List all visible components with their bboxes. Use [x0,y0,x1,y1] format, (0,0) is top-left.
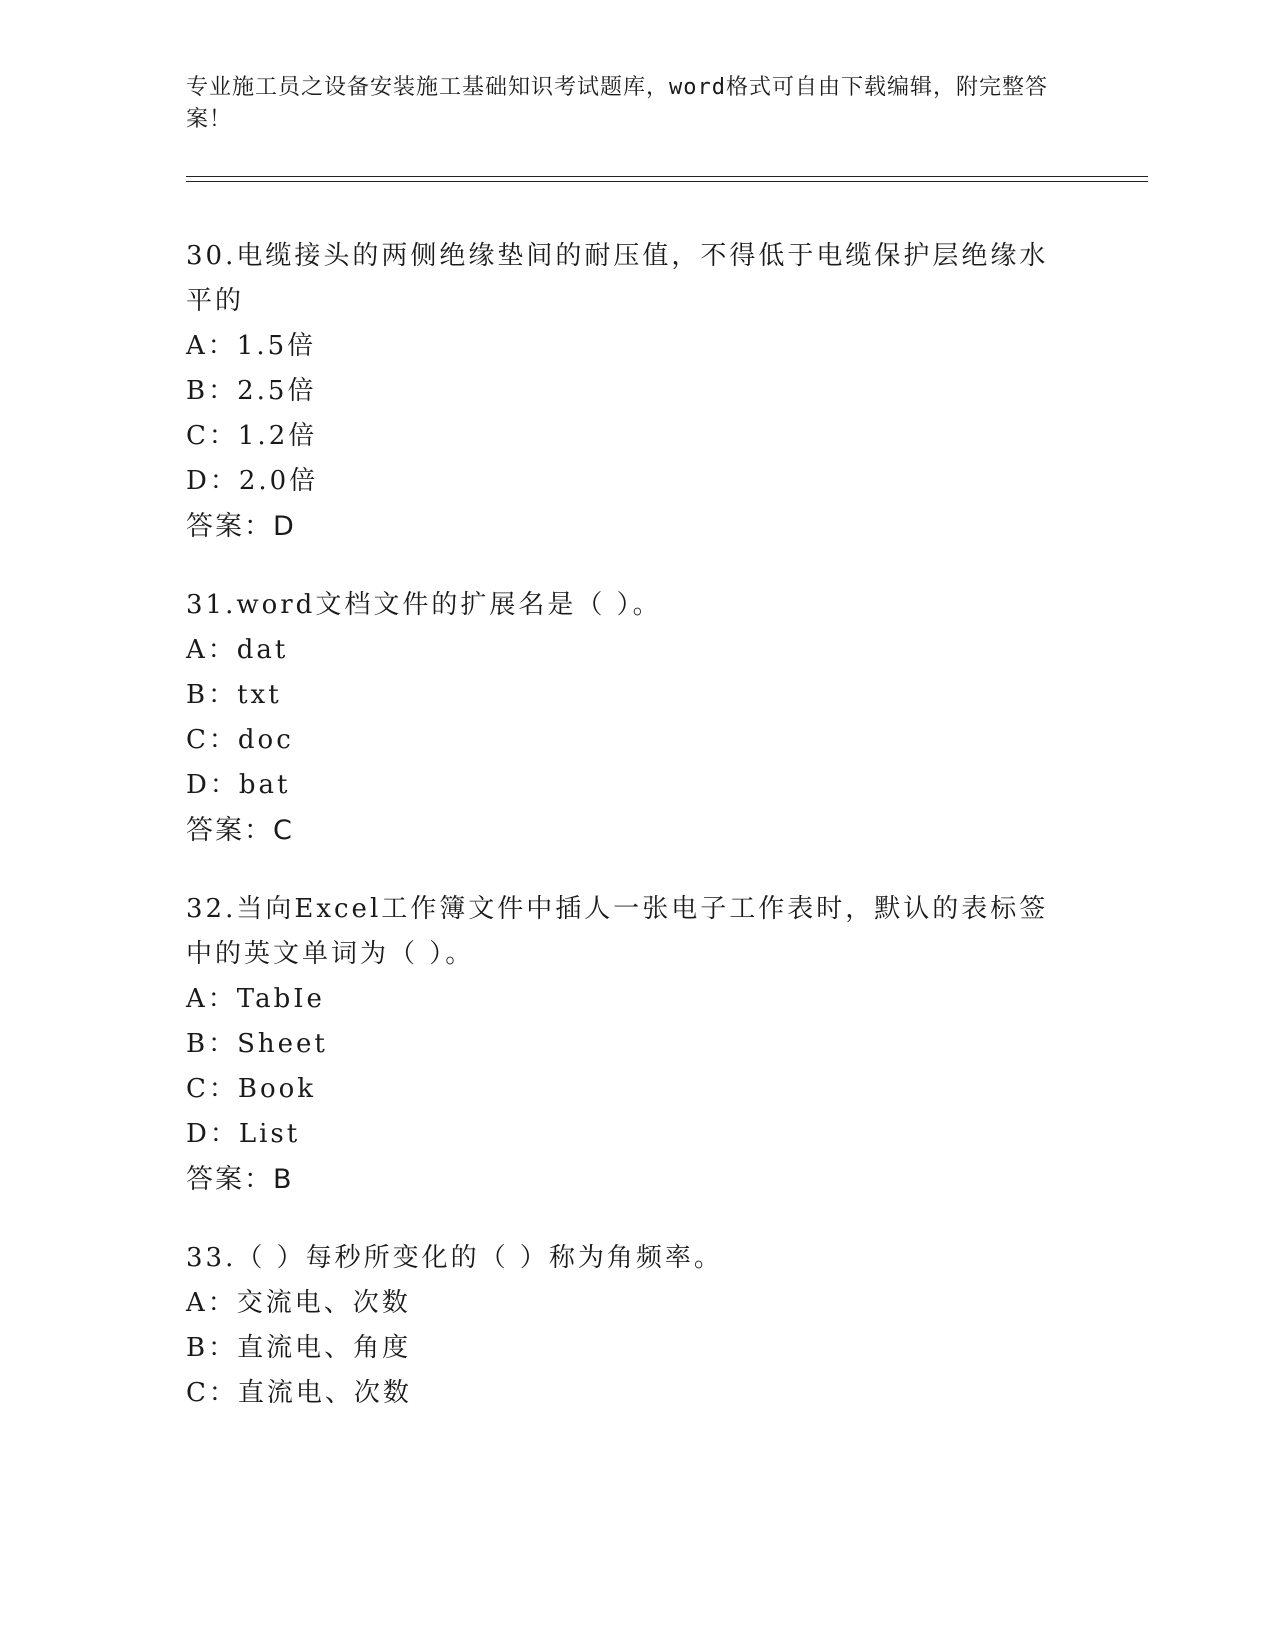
option-b: B：txt [186,680,282,710]
header-divider-top [186,176,1148,177]
question-text: 30.电缆接头的两侧绝缘垫间的耐压值，不得低于电缆保护层绝缘水平的 [186,241,1049,316]
question-text: 32.当向Excel工作簿文件中插人一张电子工作表时，默认的表标签中的英文单词为（ ）。 [186,894,1049,969]
question-30 [186,234,1086,549]
question-list [186,234,1086,1450]
question-text: 33.（ ）每秒所变化的（ ）称为角频率。 [186,1243,723,1273]
option-b: B：直流电、角度 [186,1333,412,1363]
question-33 [186,1236,1086,1416]
question-32 [186,887,1086,1202]
option-a: A：TabIe [186,984,325,1014]
header-divider-bottom [186,181,1148,182]
option-c: C：1.2倍 [186,421,318,451]
option-b: B：Sheet [186,1029,328,1059]
option-a: A：dat [186,635,289,665]
answer: 答案：D [186,511,296,542]
option-c: C：直流电、次数 [186,1378,412,1408]
option-d: D：List [186,1119,301,1149]
question-31 [186,583,1086,853]
answer: 答案：B [186,1164,294,1195]
answer: 答案：C [186,815,294,846]
option-c: C：doc [186,725,294,755]
option-a: A：交流电、次数 [186,1288,411,1318]
option-d: D：2.0倍 [186,466,319,496]
question-text: 31.word文档文件的扩展名是（ ）。 [186,590,662,620]
option-a: A：1.5倍 [186,331,317,361]
option-c: C：Book [186,1074,317,1104]
document-header: 专业施工员之设备安装施工基础知识考试题库，word格式可自由下载编辑，附完整答案！ [186,75,1048,132]
option-b: B：2.5倍 [186,376,317,406]
option-d: D：bat [186,770,291,800]
